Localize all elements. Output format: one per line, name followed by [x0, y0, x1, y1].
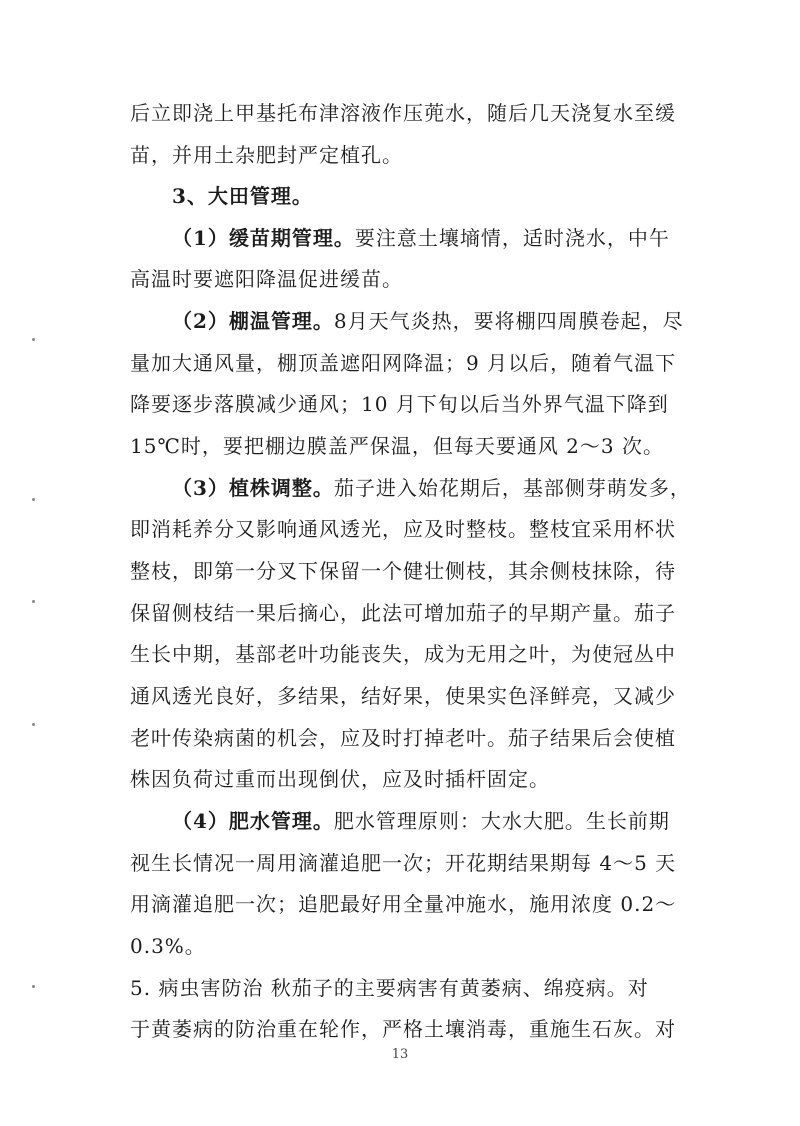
- page-number: 13: [391, 1047, 409, 1062]
- paragraph-line: 即消耗养分又影响通风透光，应及时整枝。整枝宜采用杯状: [130, 517, 676, 541]
- paragraph-line: 降要逐步落膜减少通风；10 月下旬以后当外界气温下降到: [130, 392, 669, 416]
- subheading-plant-adjustment: （3）植株调整。: [172, 476, 334, 500]
- paragraph-line: 0.3%。: [130, 934, 206, 958]
- scan-speck: [32, 498, 35, 501]
- paragraph-line: 高温时要遮阳降温促进缓苗。: [130, 267, 403, 291]
- paragraph-line: 用滴灌追肥一次；追肥最好用全量冲施水，施用浓度 0.2～: [130, 892, 677, 916]
- scan-speck: [32, 985, 35, 988]
- scan-speck: [32, 723, 35, 726]
- paragraph-line: 株因负荷过重而出现倒伏，应及时插杆固定。: [130, 767, 550, 791]
- paragraph-line: 老叶传染病菌的机会，应及时打掉老叶。茄子结果后会使植: [130, 726, 676, 750]
- paragraph-line: 通风透光良好，多结果，结好果，使果实色泽鲜亮，又减少: [130, 684, 676, 708]
- paragraph-line: 整枝，即第一分叉下保留一个健壮侧枝，其余侧枝抹除，待: [130, 559, 676, 583]
- paragraph-line: （2）棚温管理。8月天气炎热，要将棚四周膜卷起，尽: [172, 309, 684, 333]
- section-heading-field-management: 3、大田管理。: [172, 184, 313, 208]
- subheading-shed-temperature: （2）棚温管理。: [172, 309, 334, 333]
- paragraph-line: 于黄萎病的防治重在轮作，严格土壤消毒，重施生石灰。对: [130, 1017, 676, 1041]
- paragraph-line: 保留侧枝结一果后摘心，此法可增加茄子的早期产量。茄子: [130, 601, 676, 625]
- paragraph-line: 后立即浇上甲基托布津溶液作压蔸水，随后几天浇复水至缓: [130, 101, 676, 125]
- paragraph-line: 量加大通风量，棚顶盖遮阳网降温；9 月以后，随着气温下: [130, 351, 677, 375]
- scan-speck: [32, 338, 35, 341]
- paragraph-line: 视生长情况一周用滴灌追肥一次；开花期结果期每 4～5 天: [130, 851, 677, 875]
- paragraph-line: 15℃时，要把棚边膜盖严保温，但每天要通风 2～3 次。: [130, 434, 664, 458]
- paragraph-line: （1）缓苗期管理。要注意土壤墒情，适时浇水，中午: [172, 226, 670, 250]
- paragraph-line: 苗，并用土杂肥封严定植孔。: [130, 143, 403, 167]
- paragraph-line: （4）肥水管理。肥水管理原则：大水大肥。生长前期: [172, 809, 670, 833]
- paragraph-line: 5. 病虫害防治 秋茄子的主要病害有黄萎病、绵疫病。对: [130, 976, 649, 1000]
- subheading-seedling-recovery: （1）缓苗期管理。: [172, 226, 355, 250]
- paragraph-line: （3）植株调整。茄子进入始花期后，基部侧芽萌发多，: [172, 476, 691, 500]
- paragraph-line: 生长中期，基部老叶功能丧失，成为无用之叶，为使冠丛中: [130, 642, 676, 666]
- subheading-fertilizer-water: （4）肥水管理。: [172, 809, 334, 833]
- scan-speck: [32, 600, 35, 603]
